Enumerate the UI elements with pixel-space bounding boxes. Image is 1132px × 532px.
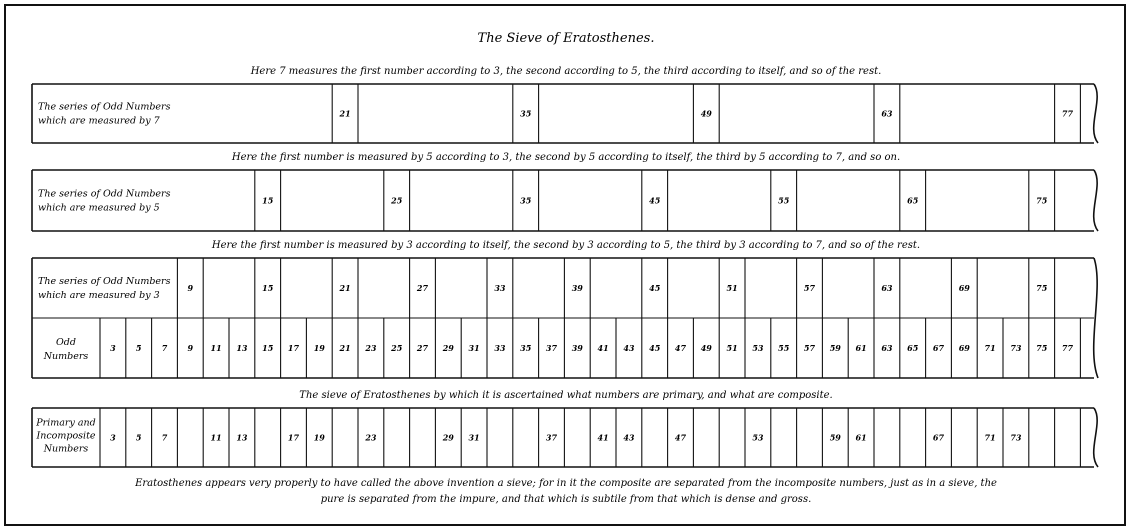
row3-value: 57 — [803, 283, 816, 293]
primes-value: 61 — [855, 432, 867, 443]
footer-line: pure is separated from the impure, and that which is subtile from that which is dense and gross. — [320, 494, 812, 505]
row5-label: The series of Odd Numbers — [38, 188, 171, 200]
primes-value: 3 — [110, 432, 116, 443]
row7-value: 63 — [881, 108, 893, 119]
primes-value: 41 — [597, 432, 609, 443]
primes-value: 7 — [161, 432, 168, 443]
row3-value: 21 — [339, 283, 351, 293]
row5-value: 45 — [649, 195, 661, 206]
row5-label: which are measured by 5 — [38, 202, 160, 214]
primes-value: 11 — [210, 432, 222, 443]
primes-value: 31 — [468, 432, 480, 443]
odd-value: 77 — [1061, 343, 1074, 353]
row3-caption: Here the first number is measured by 3 according to itself, the second by 3 according to 5, the third by 3 according to 7, and so of the rest. — [211, 240, 921, 251]
odd-value: 5 — [135, 343, 142, 353]
primes-value: 17 — [287, 432, 300, 443]
odd-value: 75 — [1036, 343, 1048, 353]
odd-value: 21 — [339, 343, 351, 353]
odd-value: 53 — [752, 343, 764, 353]
primes-caption: The sieve of Eratosthenes by which it is ascertained what numbers are primary, and what are composite. — [299, 390, 833, 401]
odd-value: 73 — [1010, 343, 1022, 353]
primes-value: 5 — [135, 432, 142, 443]
row7-value: 77 — [1061, 108, 1074, 119]
odd-value: 25 — [391, 343, 403, 353]
odd-value: 39 — [571, 343, 583, 353]
row5-value: 55 — [778, 195, 790, 206]
odd-value: 47 — [674, 343, 687, 353]
odd-value: 3 — [110, 343, 116, 353]
row5-value: 35 — [520, 195, 532, 206]
odd-value: 29 — [442, 343, 454, 353]
row7-label: which are measured by 7 — [38, 115, 160, 127]
row3-value: 39 — [571, 283, 583, 293]
odd-value: 13 — [236, 343, 248, 353]
row5-value: 15 — [262, 195, 274, 206]
odd-value: 63 — [881, 343, 893, 353]
row3-value: 15 — [262, 283, 274, 293]
row3-value: 9 — [187, 283, 194, 293]
row5-caption: Here the first number is measured by 5 according to 3, the second by 5 according to itself, the third by 5 according to 7, and so on. — [231, 152, 901, 163]
row7-label: The series of Odd Numbers — [38, 101, 171, 113]
row3-value: 63 — [881, 283, 893, 293]
odd-value: 17 — [287, 343, 300, 353]
diagram-title: The Sieve of Eratosthenes. — [477, 31, 655, 46]
odd-value: 9 — [187, 343, 194, 353]
primes-value: 71 — [984, 432, 996, 443]
row3-label: The series of Odd Numbers — [38, 276, 171, 287]
odd-value: 41 — [597, 343, 609, 353]
row3-odd-torn-edge — [1094, 258, 1098, 378]
footer-line: Eratosthenes appears very properly to have called the above invention a sieve; for in it the composite are separated from the incomposite numbers, just as in a sieve, the — [135, 478, 997, 489]
odd-value: 19 — [313, 343, 325, 353]
row5-value: 25 — [391, 195, 403, 206]
row7-value: 21 — [339, 108, 351, 119]
primes-value: 67 — [932, 432, 945, 443]
odd-value: 59 — [829, 343, 841, 353]
primes-value: 59 — [829, 432, 841, 443]
primes-label: Incomposite — [36, 430, 96, 442]
odd-value: 7 — [161, 343, 168, 353]
odd-value: 67 — [932, 343, 945, 353]
primes-torn-edge — [1094, 408, 1098, 467]
odd-value: 55 — [778, 343, 790, 353]
primes-value: 19 — [313, 432, 325, 443]
odd-value: 23 — [365, 343, 377, 353]
odd-value: 71 — [984, 343, 996, 353]
primes-label: Primary and — [36, 417, 96, 429]
row5-value: 75 — [1036, 195, 1048, 206]
odd-value: 61 — [855, 343, 867, 353]
odd-value: 31 — [468, 343, 480, 353]
row3-value: 45 — [649, 283, 661, 293]
row7-torn-edge — [1094, 84, 1098, 143]
row5-value: 65 — [907, 195, 919, 206]
primes-value: 37 — [545, 432, 558, 443]
primes-value: 47 — [674, 432, 687, 443]
odd-value: 15 — [262, 343, 274, 353]
primes-value: 13 — [236, 432, 248, 443]
row3-value: 75 — [1036, 283, 1048, 293]
primes-label: Numbers — [43, 443, 89, 455]
primes-value: 29 — [442, 432, 454, 443]
odd-value: 69 — [958, 343, 970, 353]
odd-value: 49 — [700, 343, 712, 353]
row3-label: which are measured by 3 — [38, 290, 160, 301]
row5-torn-edge — [1094, 170, 1098, 231]
odd-value: 65 — [907, 343, 919, 353]
row3-value: 69 — [958, 283, 970, 293]
primes-value: 73 — [1010, 432, 1022, 443]
odd-value: 27 — [416, 343, 429, 353]
odd-value: 35 — [520, 343, 532, 353]
row3-value: 33 — [494, 283, 506, 293]
odd-value: 33 — [494, 343, 506, 353]
primes-value: 53 — [752, 432, 764, 443]
row7-value: 49 — [700, 108, 712, 119]
odd-value: 11 — [210, 343, 222, 353]
primes-value: 43 — [623, 432, 635, 443]
row3-value: 51 — [726, 283, 738, 293]
primes-value: 23 — [365, 432, 377, 443]
odd-label: Odd — [56, 337, 76, 348]
odd-value: 51 — [726, 343, 738, 353]
row7-caption: Here 7 measures the first number according to 3, the second according to 5, the third according to itself, and so of the rest. — [250, 66, 882, 77]
odd-label: Numbers — [43, 351, 89, 362]
odd-value: 37 — [545, 343, 558, 353]
row3-value: 27 — [416, 283, 429, 293]
odd-value: 43 — [623, 343, 635, 353]
odd-value: 57 — [803, 343, 816, 353]
odd-value: 45 — [649, 343, 661, 353]
row7-value: 35 — [520, 108, 532, 119]
